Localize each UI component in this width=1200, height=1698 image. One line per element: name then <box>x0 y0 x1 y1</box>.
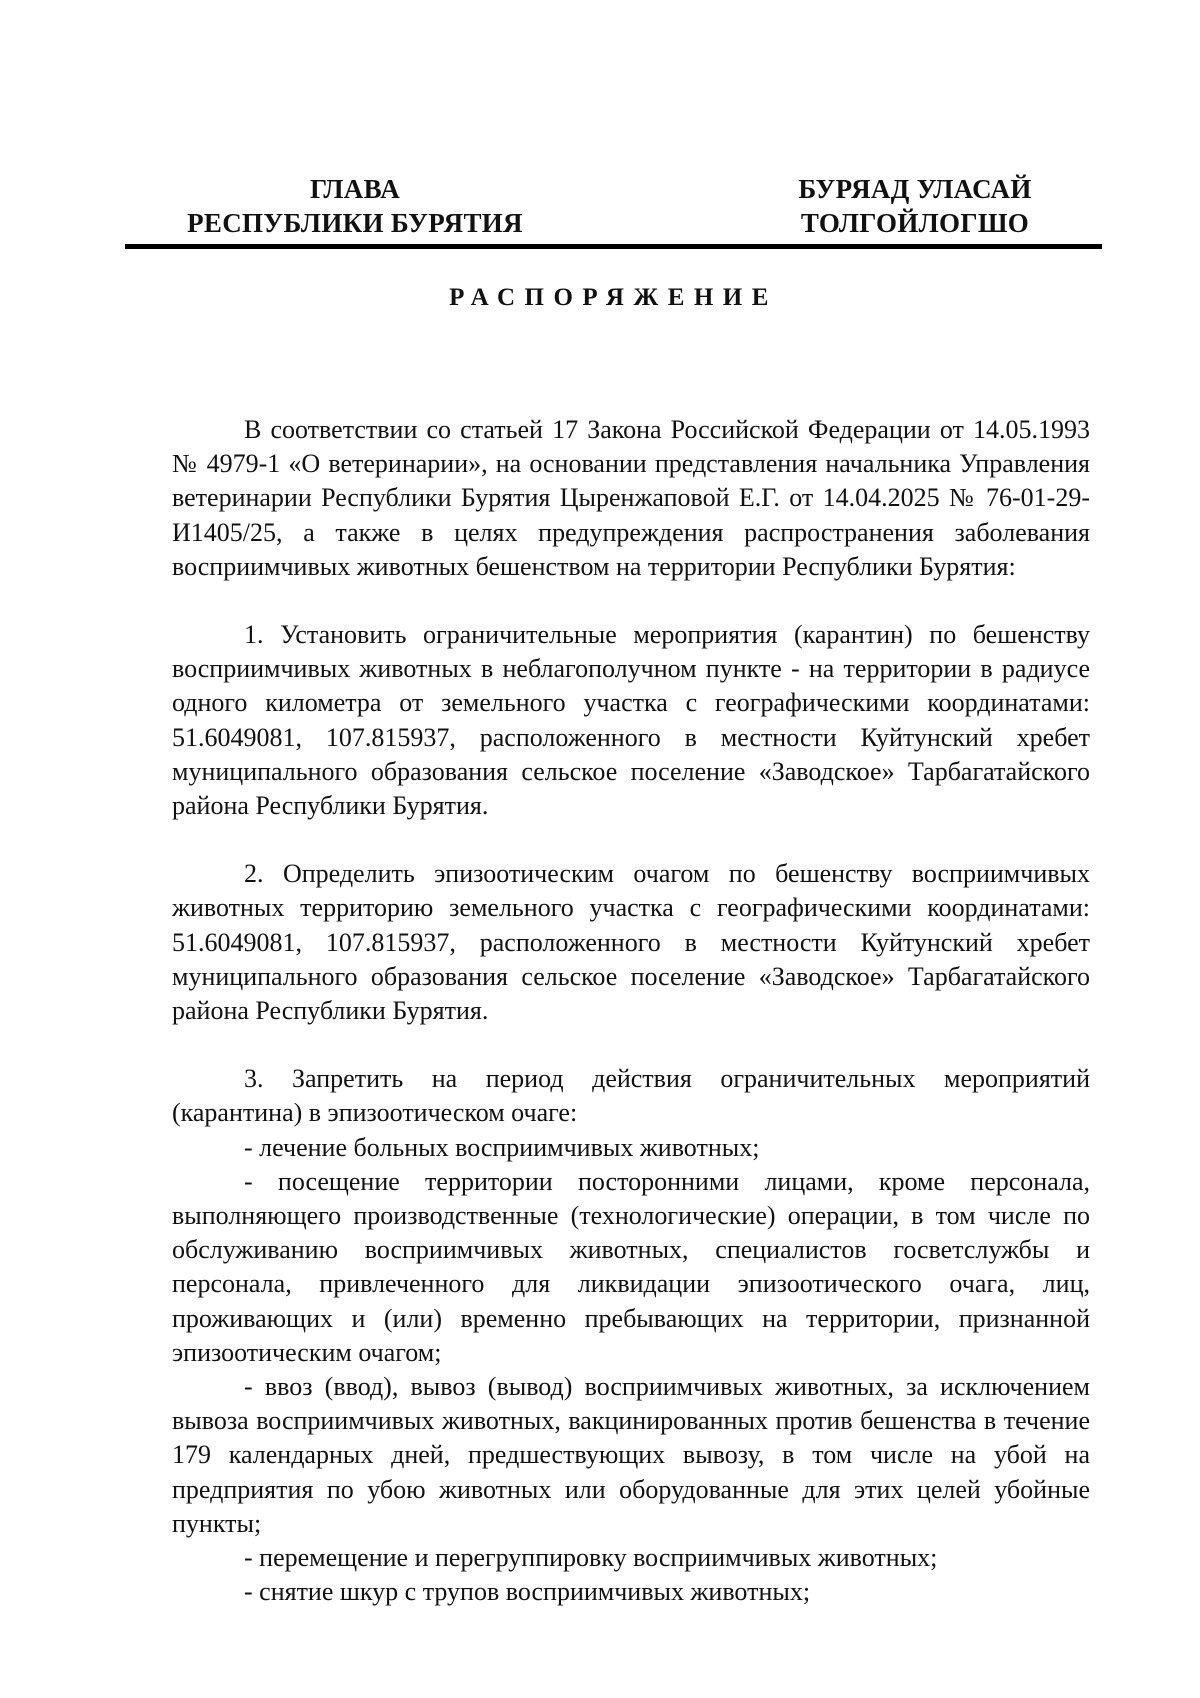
item-3-dash-5: - снятие шкур с трупов восприимчивых животных; <box>244 1577 811 1607</box>
letterhead-buryat <box>735 172 1095 240</box>
item-3-dash-3: - ввоз (ввод), вывоз (вывод) восприимчивых животных, за исключением вывоза восприимчивых животных, вакцинированных против бешенства в течение 179 календарных дней, предшествующих вывозу, в том числе на убой на предприятия по убою животных или оборудованные для этих целей убойные пункты; <box>172 1372 1090 1538</box>
letterhead-russian-line2: РЕСПУБЛИКИ БУРЯТИЯ <box>187 208 523 238</box>
preamble-paragraph: В соответствии со статьей 17 Закона Российской Федерации от 14.05.1993 № 4979-1 «О ветеринарии», на основании представления начальника Управления ветеринарии Республики Бурятия Цыренжаповой Е.Г. от 14.04.2025 № 76-01-29-И1405/25, а также в целях предупреждения распространения заболевания восприимчивых животных бешенством на территории Республики Бурятия: <box>172 415 1090 581</box>
letterhead-russian-line1: ГЛАВА <box>309 174 401 204</box>
header-divider <box>125 244 1102 249</box>
item-2-paragraph: 2. Определить эпизоотическим очагом по бешенству восприимчивых животных территорию земельного участка с географическими координатами: 51.6049081, 107.815937, расположенного в местности Куйтунский хребет муниципального образования сельское поселение «Заводское» Тарбагатайского района Республики Бурятия. <box>172 859 1090 1026</box>
letterhead-russian <box>155 172 555 240</box>
item-3-paragraph: 3. Запретить на период действия ограничительных мероприятий (карантина) в эпизоотическом очаге: <box>172 1064 1090 1128</box>
item-3-dash-2: - посещение территории посторонними лицами, кроме персонала, выполняющего производственные (технологические) операции, в том числе по обслуживанию восприимчивых животных, специалистов госветслужбы и персонала, привлеченного для ликвидации эпизоотического очага, лиц, проживающих и (или) временно пребывающих на территории, признанной эпизоотическим очагом; <box>172 1166 1090 1367</box>
item-1-paragraph: 1. Установить ограничительные мероприятия (карантин) по бешенству восприимчивых животных в неблагополучном пункте - на территории в радиусе одного километра от земельного участка с географическими координатами: 51.6049081, 107.815937, расположенного в местности Куйтунский хребет муниципального образования сельское поселение «Заводское» Тарбагатайского района Республики Бурятия. <box>172 620 1090 821</box>
letterhead <box>125 172 1100 242</box>
item-3-dash-4: - перемещение и перегруппировку восприимчивых животных; <box>244 1543 938 1573</box>
letterhead-buryat-line2: ТОЛГОЙЛОГШО <box>800 208 1030 238</box>
document-type-title: РАСПОРЯЖЕНИЕ <box>449 284 778 311</box>
item-3-dash-1: - лечение больных восприимчивых животных; <box>244 1132 760 1162</box>
document-body <box>172 413 1090 1610</box>
letterhead-buryat-line1: БУРЯАД УЛАСАЙ <box>798 174 1032 204</box>
